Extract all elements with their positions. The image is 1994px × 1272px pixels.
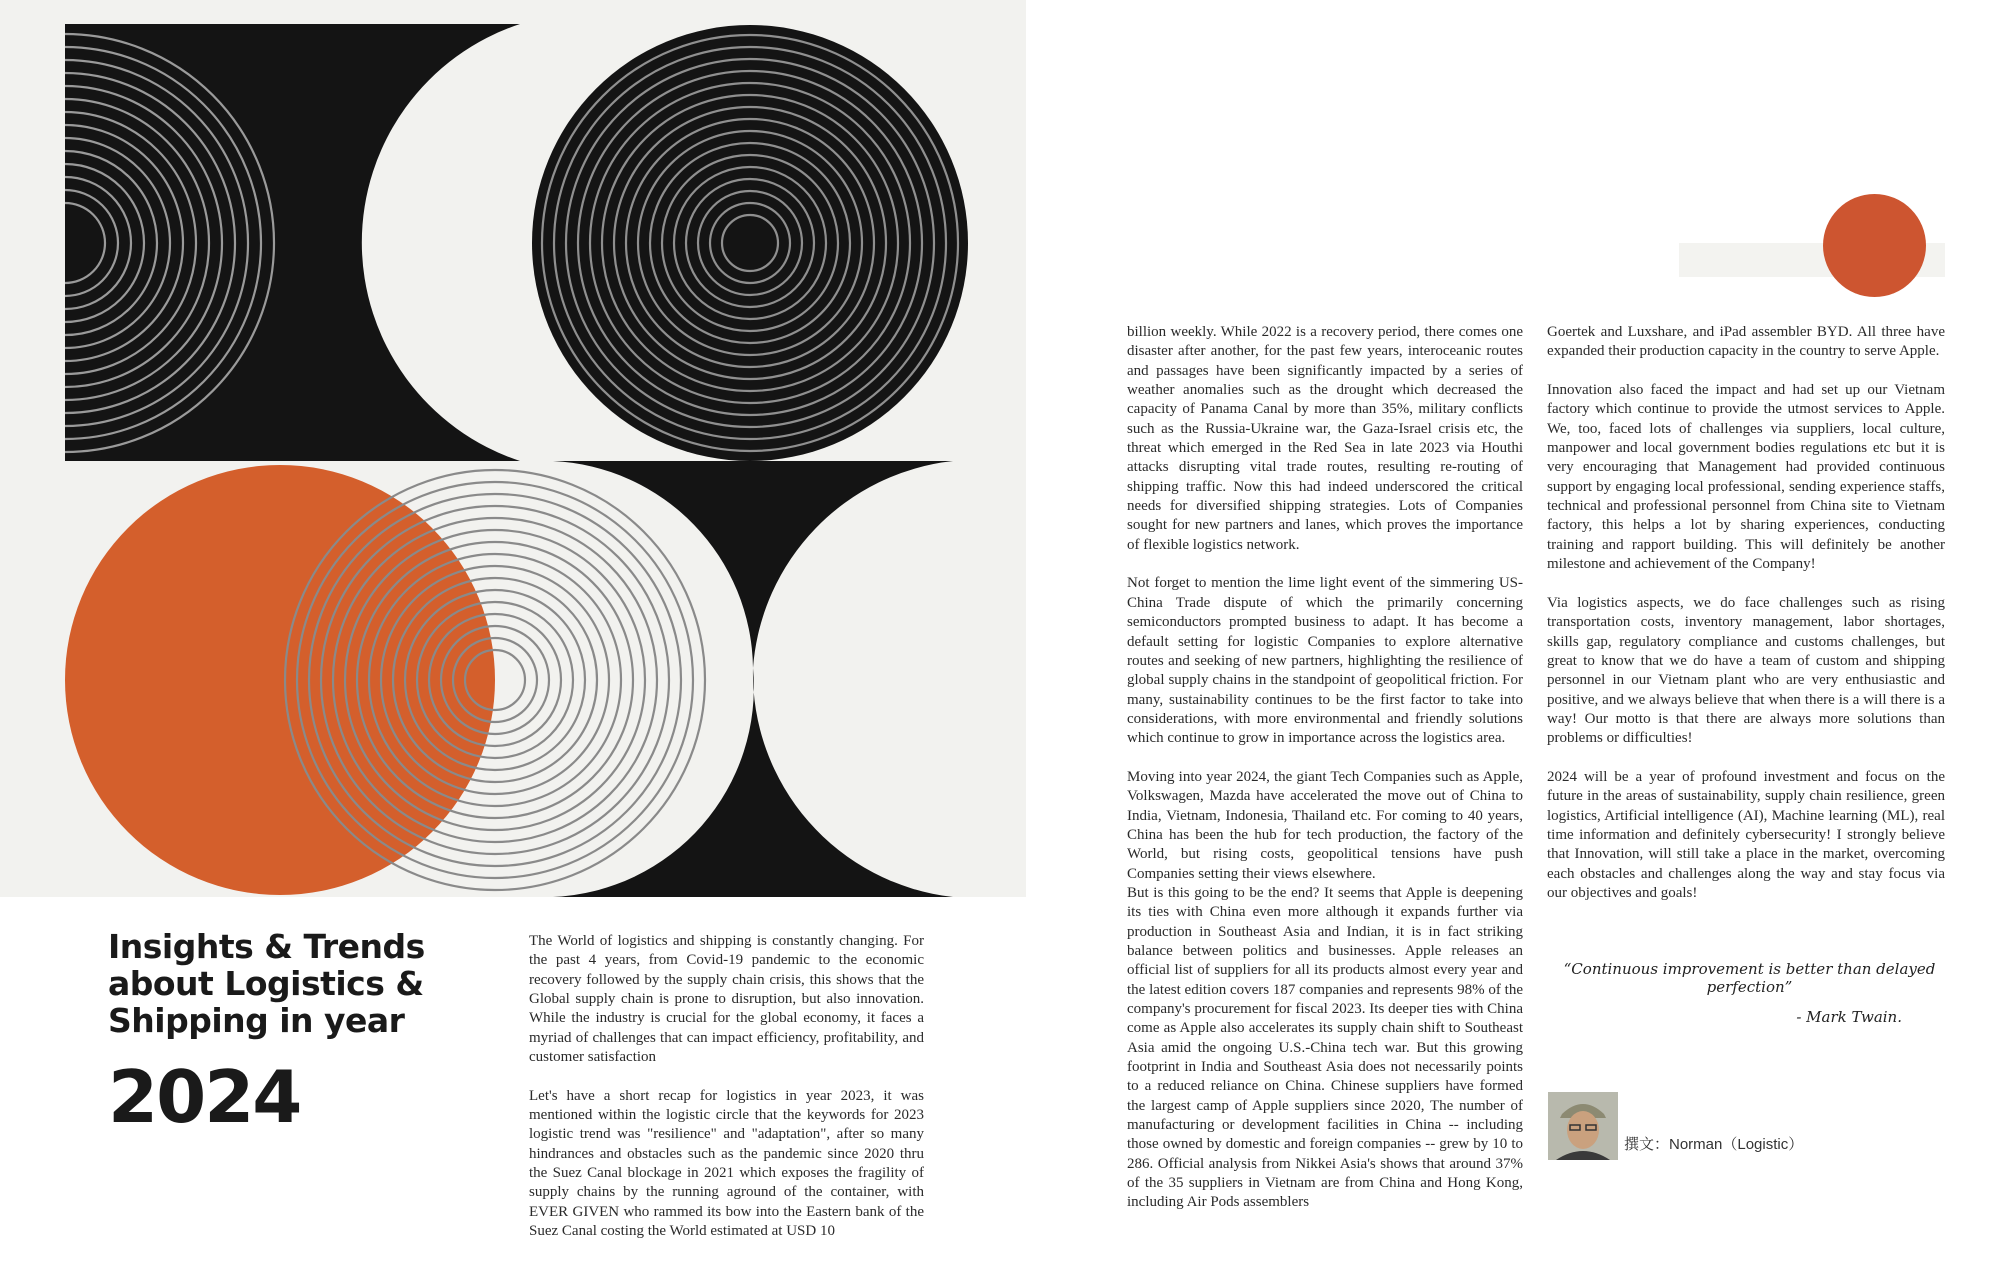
abstract-artwork <box>0 0 1026 897</box>
paragraph: 2024 will be a year of profound investment and focus on the future in the areas of sustainability, supply chain resilience, green logistics, Artificial intelligence (AI), Machine learning (ML), real time information and definitely cybersecurity! I strongly believe that Innovation, will still take a place in the market, overcoming each obstacles and challenges along the way and stay focus via our objectives and goals! <box>1547 768 1945 901</box>
quote-attribution: - Mark Twain. <box>1796 1008 1902 1026</box>
paragraph: Let's have a short recap for logistics in year 2023, it was mentioned within the logistic circle that the keywords for 2023 logistic trend was "resilience" and "adaptation", after so many hindrances and obstacles such as the pandemic since 2020 thru the Suez Canal blockage in 2021 which exposes the fragility of supply chains by the running aground of the container, with EVER GIVEN who rammed its bow into the Eastern bank of the Suez Canal costing the World estimated at USD 10 <box>529 1087 924 1240</box>
author-block <box>1548 1092 1803 1160</box>
paragraph: Innovation also faced the impact and had set up our Vietnam factory which continue to provide the utmost services to Apple. We, too, faced lots of challenges via suppliers, local culture, manpower and local government bodies regulations etc but it is very encouraging that Management had provided continuous support by engaging local professional, sending experience staffs, technical and professional personnel from China site to Vietnam factory, this helps a lot by sharing experiences, conducting training and rapport building. This will definitely be another milestone and achievement of the Company! <box>1547 382 1945 573</box>
paragraph: The World of logistics and shipping is constantly changing. For the past 4 years, from Covid-19 pandemic to the economic recovery followed by the supply chain crisis, this shows that the Global supply chain is prone to disruption, but also innovation. While the industry is crucial for the global economy, it faces a myriad of challenges that can impact efficiency, profitability, and customer satisfaction <box>529 933 924 1066</box>
paragraph: But is this going to be the end? It seems that Apple is deepening its ties with China even more although it expands further via production in Southeast Asia and Indian, it is in fact striking balance between politics and businesses. Apple releases an official list of suppliers for all its products almost every year and the latest edition covers 187 companies and represents 98% of the company's procurement for fiscal 2023. Its deeper ties with China come as Apple also accelerates its supply chain shift to Southeast Asia amid the ongoing U.S.-China tech war. But this growing footprint in India and Southeast Asia does not necessarily points to a reduced reliance on China. Chinese suppliers have formed the largest camp of Apple suppliers since 2020, The number of manufacturing or development facilities in China -- including those owned by domestic and foreign companies -- grew by 10 to 286. Official analysis from Nikkei Asia's shows that around 37% of the 35 suppliers in Vietnam are from China and Hong Kong, including Air Pods assemblers <box>1127 884 1523 1211</box>
paragraph: Goertek and Luxshare, and iPad assembler BYD. All three have expanded their production capacity in the country to serve Apple. <box>1547 324 1945 360</box>
decorative-orange-dot <box>1823 194 1926 297</box>
column-3 <box>1547 323 1945 923</box>
author-byline: 撰文：Norman（Logistic） <box>1624 1136 1804 1153</box>
title-block <box>108 928 508 1137</box>
paragraph: Moving into year 2024, the giant Tech Companies such as Apple, Volkswagen, Mazda have accelerated the move out of China to India, Vietnam, Indonesia, Thailand etc. For coming to 40 years, China has been the hub for tech production, the factory of the World, but rising costs, geopolitical tensions have push Companies setting their views elsewhere. <box>1127 768 1523 882</box>
author-photo <box>1548 1092 1618 1160</box>
article-year: 2024 <box>108 1055 301 1139</box>
column-1 <box>529 932 924 1261</box>
article-title: Insights & Trends about Logistics & Shipping in year <box>108 927 425 1040</box>
paragraph: Via logistics aspects, we do face challenges such as rising transportation costs, inventory management, labor shortages, skills gap, regulatory compliance and customs challenges, but great to know that we do have a team of custom and shipping personnel in our Vietnam plant who are very enthusiastic and positive, and we always believe that when there is a will there is a way! Our motto is that there are always more solutions than problems or difficulties! <box>1547 594 1945 747</box>
paragraph: Not forget to mention the lime light event of the simmering US-China Trade dispute of which the primarily concerning semiconductors prompted business to adapt. It has become a default setting for logistic Companies to explore alternative routes and seeking of new partners, highlighting the resilience of global supply chains in the standpoint of geopolitical friction. For many, sustainability continues to be the first factor to take into considerations, with more environmental and friendly solutions which continue to grow in importance across the logistics area. <box>1127 575 1523 747</box>
quote-text: “Continuous improvement is better than delayed perfection” <box>1563 960 1936 996</box>
quote-block <box>1557 960 1942 1026</box>
paragraph: billion weekly. While 2022 is a recovery period, there comes one disaster after another, for the past few years, interoceanic routes and passages have been significantly impacted by a series of weather anomalies such as the drought which decreased the capacity of Panama Canal by more than 35%, military conflicts such as the Russia-Ukraine war, the Gaza-Israel crisis etc, the threat which emerged in the Red Sea in late 2023 via Houthi attacks disrupting vital trade routes, resulting re-routing of shipping traffic. Now this had indeed underscored the critical needs for diversified shipping strategies. Lots of Companies sought for new partners and lanes, which proves the importance of flexible logistics network. <box>1127 324 1523 553</box>
column-2 <box>1127 323 1523 1232</box>
